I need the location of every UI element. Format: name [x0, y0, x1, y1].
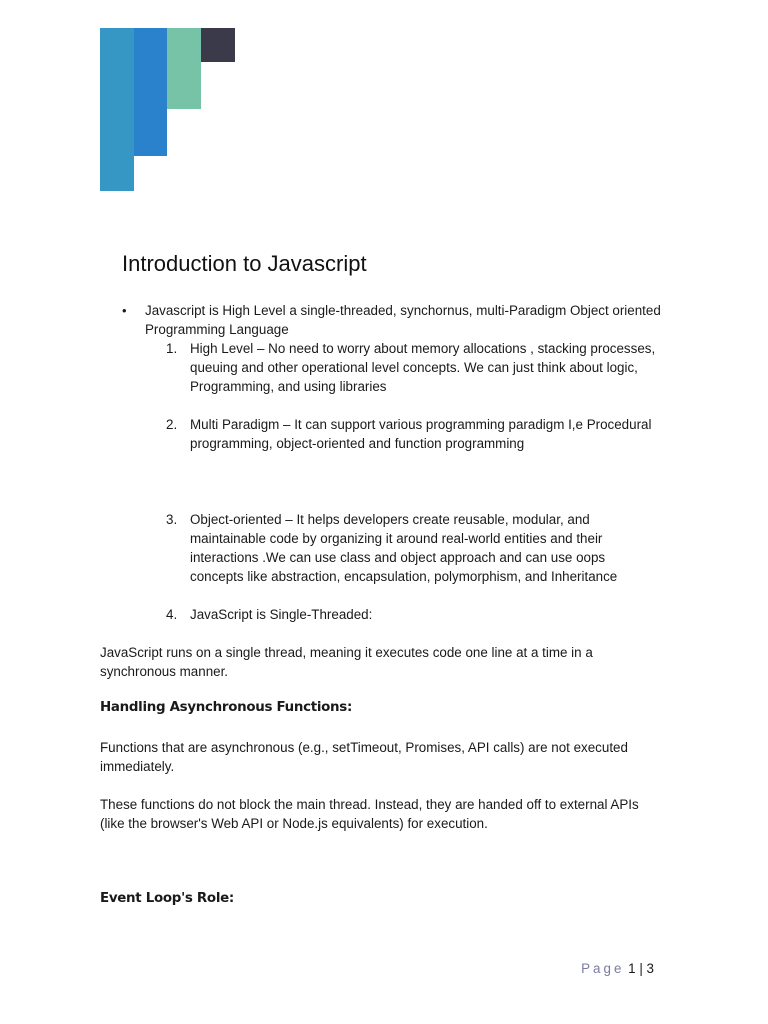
- logo-bar-3: [167, 28, 201, 109]
- numbered-item-3: [166, 510, 646, 586]
- paragraph-single-thread: JavaScript runs on a single thread, meaning it executes code one line at a time in a synchronous manner.: [100, 645, 593, 679]
- heading-event-loop: Event Loop's Role:: [100, 891, 234, 906]
- item-number: 4.: [166, 607, 178, 622]
- logo-bar-4: [201, 28, 235, 62]
- page-separator: |: [639, 961, 643, 976]
- numbered-item-4: [166, 605, 671, 624]
- page-label: Page: [581, 961, 625, 976]
- page-total: 3: [646, 961, 654, 976]
- item-number: 1.: [166, 341, 178, 356]
- item-text: Object-oriented – It helps developers create reusable, modular, and maintainable code by organizing it around real-world entities and their interactions .We can use class and object approach and can use oops concepts like abstraction, encapsulation, polymorphism, and Inheritance: [190, 512, 618, 584]
- heading-async-functions: Handling Asynchronous Functions:: [100, 700, 353, 715]
- item-text: High Level – No need to worry about memory allocations , stacking processes, queuing and other operational level concepts. We can just think about logic, Programming, and using libraries: [190, 341, 656, 394]
- item-number: 2.: [166, 417, 178, 432]
- logo-bar-1: [100, 28, 134, 191]
- bullet-item-text: Javascript is High Level a single-threaded, synchornus, multi-Paradigm Object oriented Programming Language: [145, 303, 661, 337]
- page-number-footer: [581, 961, 654, 976]
- item-number: 3.: [166, 512, 178, 527]
- paragraph-async-2: These functions do not block the main thread. Instead, they are handed off to external APIs (like the browser's Web API or Node.js equivalents) for execution.: [100, 797, 639, 831]
- logo-bar-2: [134, 28, 167, 156]
- numbered-item-2: [166, 415, 671, 453]
- item-text: JavaScript is Single-Threaded:: [190, 607, 373, 622]
- paragraph-async-1: Functions that are asynchronous (e.g., setTimeout, Promises, API calls) are not executed immediately.: [100, 740, 628, 774]
- item-text: Multi Paradigm – It can support various programming paradigm I,e Procedural programming, object-oriented and function programming: [190, 417, 652, 451]
- bullet-dot-icon: •: [122, 303, 127, 318]
- numbered-item-1: [166, 339, 671, 396]
- company-logo: [100, 28, 235, 191]
- page-current: 1: [628, 961, 636, 976]
- document-title: Introduction to Javascript: [122, 251, 367, 276]
- bullet-item: [122, 301, 662, 339]
